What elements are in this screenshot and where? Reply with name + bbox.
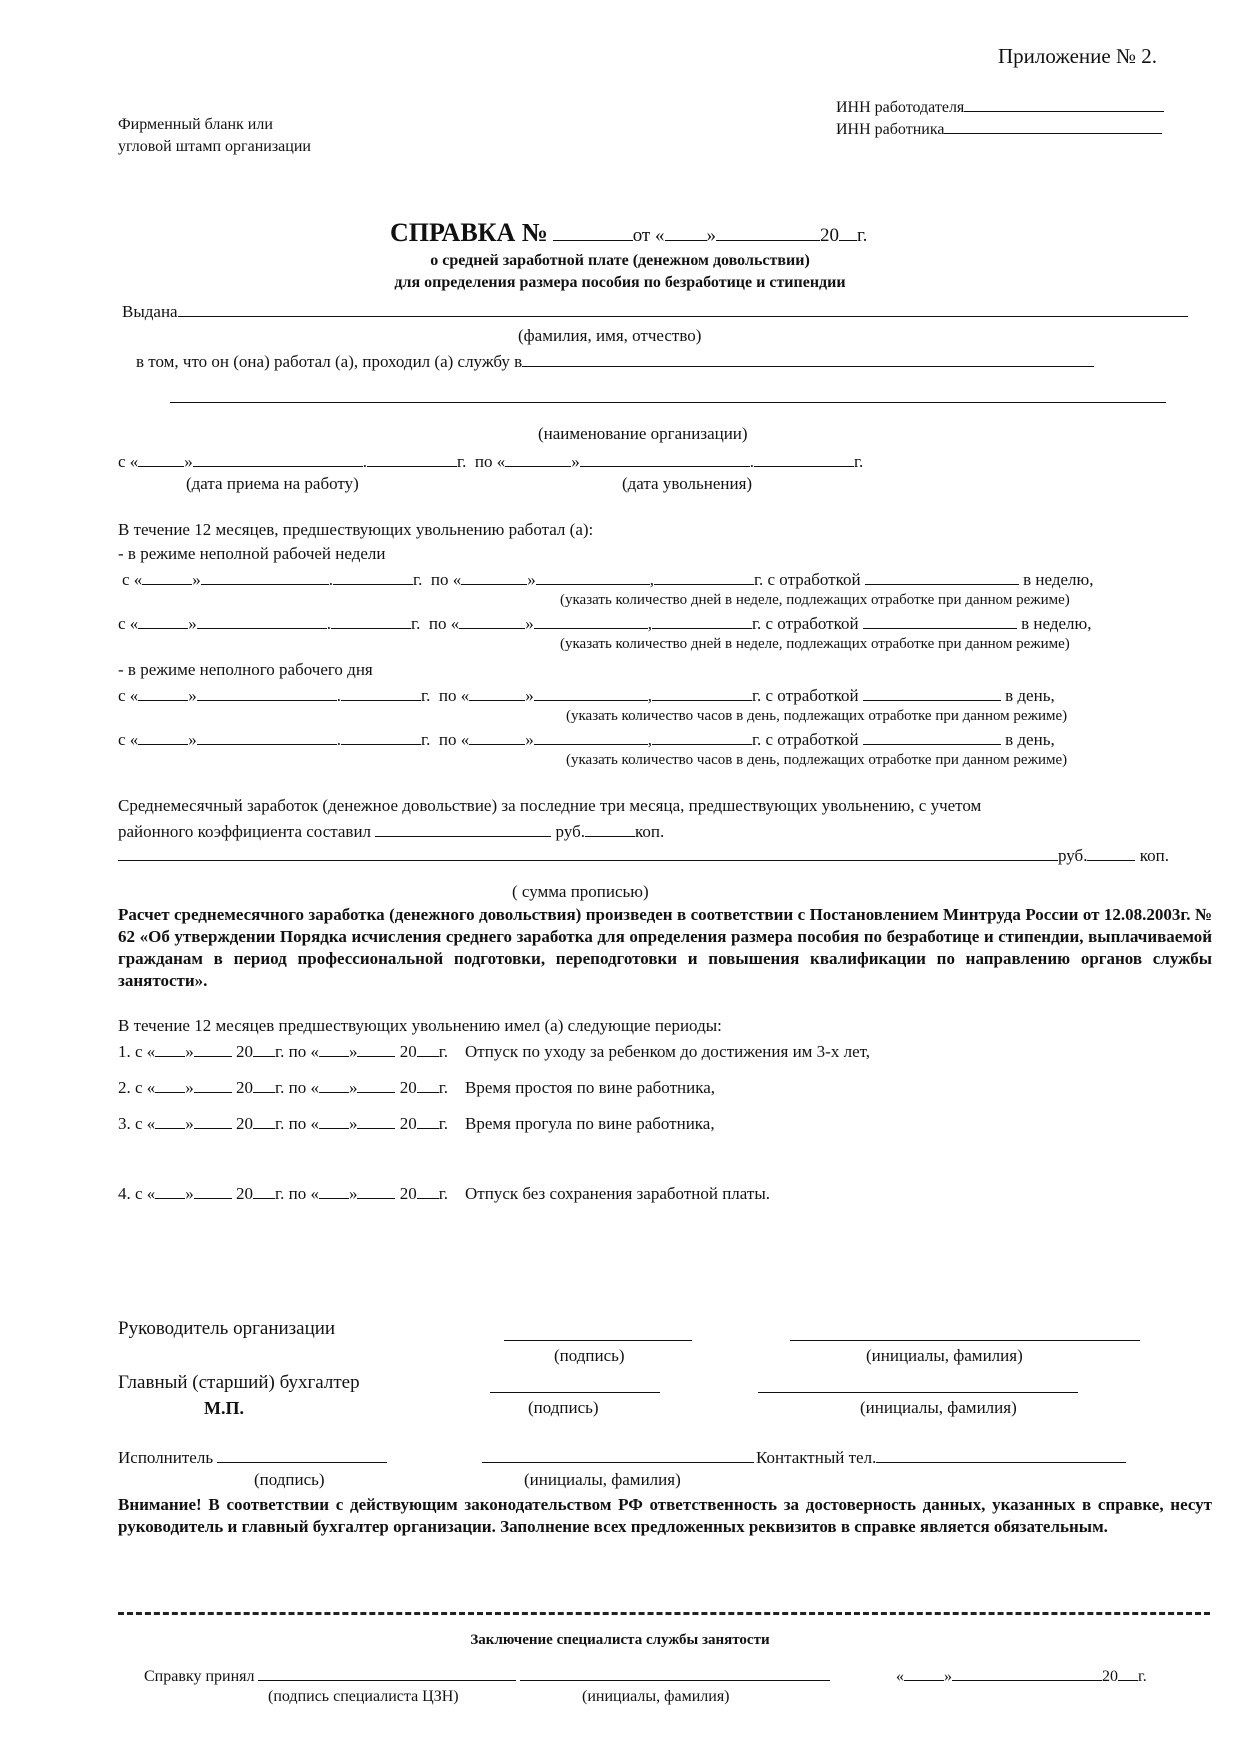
period-number: 2. с « xyxy=(118,1078,156,1097)
executor-signature-input[interactable] xyxy=(217,1446,387,1463)
accountant-name-input[interactable] xyxy=(758,1392,1078,1393)
period-row-2: 2. с « » 20 г. по « » 20 г. Время простоя по вине работника, xyxy=(118,1078,716,1097)
year-prefix: 20 xyxy=(236,1114,254,1133)
from-year-input[interactable] xyxy=(331,612,411,629)
to-year-input[interactable] xyxy=(654,568,754,585)
rub-label: руб. xyxy=(555,822,585,841)
calculation-note-lead: Расчет среднемесячного заработка (денежного довольствия) произведен xyxy=(118,905,673,924)
from-year-input[interactable] xyxy=(333,568,413,585)
certificate-title: СПРАВКА № xyxy=(390,218,548,247)
hire-day-input[interactable] xyxy=(138,450,184,467)
period-from-day-input[interactable] xyxy=(155,1182,185,1199)
worked-at-input[interactable] xyxy=(522,350,1094,367)
calculation-note-body: в соответствии с Постановлением Минтруда России от 12.08.2003г. № 62 «Об утверждении Порядка исчисления среднего заработка для определения размера пособия по безработице и стипендии, выплачиваемой гражданам в период профессиональной подготовки, переподготовки и повышения квалификации по направлению органов службы занятости». xyxy=(118,905,1212,990)
per-week-label: в неделю, xyxy=(1021,614,1092,633)
dismiss-day-input[interactable] xyxy=(505,450,571,467)
certificate-number-input[interactable] xyxy=(553,224,633,241)
contact-phone-input[interactable] xyxy=(876,1446,1126,1463)
year-label: г. xyxy=(457,452,467,471)
inn-employer-label: ИНН работодателя xyxy=(836,99,965,116)
accountant-signature-input[interactable] xyxy=(490,1392,660,1393)
specialist-signature-input[interactable] xyxy=(258,1664,516,1681)
calculation-note xyxy=(118,904,1212,992)
period-from-day-input[interactable] xyxy=(155,1076,185,1093)
period-to-month-input[interactable] xyxy=(357,1040,395,1057)
year-label: г. xyxy=(438,1042,449,1061)
responsibility-warning: Внимание! В соответствии с действующим законодательством РФ ответственность за достоверность данных, указанных в справке, несут руководитель и главный бухгалтер организации. Заполнение всех предложенных реквизитов в справке является обязательным. xyxy=(118,1495,1212,1536)
year-prefix: 20 xyxy=(236,1184,254,1203)
period-to-year-input[interactable] xyxy=(417,1040,439,1057)
period-number: 4. с « xyxy=(118,1184,156,1203)
period-from-month-input[interactable] xyxy=(194,1112,232,1129)
with-work-label: г. с отработкой xyxy=(751,614,859,633)
year-suffix: г. xyxy=(857,225,868,246)
executor-row xyxy=(118,1446,387,1468)
from-month-input[interactable] xyxy=(197,612,327,629)
period-description: Время простоя по вине работника, xyxy=(465,1078,716,1097)
acceptance-day-input[interactable] xyxy=(904,1664,944,1681)
periods-intro: В течение 12 месяцев предшествующих увольнению имел (а) следующие периоды: xyxy=(118,1016,722,1035)
year-prefix: 20 xyxy=(399,1114,417,1133)
letterhead-note-line2: угловой штамп организации xyxy=(118,138,311,155)
dismiss-month-input[interactable] xyxy=(580,450,750,467)
period-to-year-input[interactable] xyxy=(417,1112,439,1129)
accountant-label: Главный (старший) бухгалтер xyxy=(118,1372,360,1393)
year-label: г. xyxy=(438,1184,449,1203)
to-day-input[interactable] xyxy=(459,612,525,629)
year-prefix: 20 xyxy=(236,1078,254,1097)
parttime-week-label: - в режиме неполной рабочей недели xyxy=(118,544,386,563)
hours-per-day-input[interactable] xyxy=(863,684,1001,701)
year-label: г. xyxy=(853,452,864,471)
with-work-label: г. с отработкой xyxy=(753,570,861,589)
to-month-input[interactable] xyxy=(534,684,648,701)
from-day-input[interactable] xyxy=(138,612,188,629)
certificate-month-input[interactable] xyxy=(716,224,820,241)
accepted-by-row xyxy=(144,1664,830,1686)
salary-words-input[interactable] xyxy=(118,844,1058,861)
salary-rub-input[interactable] xyxy=(375,820,551,837)
certificate-subtitle-2: для определения размера пособия по безработице и стипендии xyxy=(394,274,846,291)
inn-employer-input[interactable] xyxy=(964,95,1164,112)
certificate-title-row xyxy=(390,218,867,248)
from-label: с « xyxy=(118,452,139,471)
to-month-input[interactable] xyxy=(536,568,650,585)
year-prefix: 20 xyxy=(236,1042,254,1061)
inn-employer-field[interactable] xyxy=(836,95,1164,117)
from-year-input[interactable] xyxy=(341,728,421,745)
salary-label: районного коэффициента составил xyxy=(118,822,372,841)
year-prefix: 20 xyxy=(820,225,839,246)
issued-to-label: Выдана xyxy=(122,302,178,321)
certificate-subtitle-1: о средней заработной плате (денежном довольствии) xyxy=(430,252,810,269)
year-prefix: 20 xyxy=(399,1184,417,1203)
period-from-year-input[interactable] xyxy=(253,1112,275,1129)
to-label: г. по « xyxy=(275,1078,319,1097)
to-month-input[interactable] xyxy=(534,728,648,745)
per-day-label: в день, xyxy=(1005,686,1055,705)
period-from-month-input[interactable] xyxy=(194,1076,232,1093)
to-day-input[interactable] xyxy=(469,684,525,701)
dismiss-date-hint: (дата увольнения) xyxy=(622,474,753,493)
parttime-intro: В течение 12 месяцев, предшествующих увольнению работал (а): xyxy=(118,520,594,539)
director-signature-input[interactable] xyxy=(504,1340,692,1341)
appendix-label: Приложение № 2. xyxy=(998,44,1157,68)
hire-month-input[interactable] xyxy=(193,450,363,467)
period-from-month-input[interactable] xyxy=(194,1040,232,1057)
year-prefix: 20 xyxy=(399,1078,417,1097)
period-to-day-input[interactable] xyxy=(319,1112,349,1129)
year-prefix: 20 xyxy=(1102,1668,1118,1685)
period-to-month-input[interactable] xyxy=(357,1076,395,1093)
acceptance-date-row xyxy=(896,1664,1147,1686)
year-label: г. xyxy=(438,1078,449,1097)
director-name-input[interactable] xyxy=(790,1340,1140,1341)
to-day-input[interactable] xyxy=(469,728,525,745)
period-from-year-input[interactable] xyxy=(253,1182,275,1199)
specialist-signature-hint: (подпись специалиста ЦЗН) xyxy=(268,1688,459,1705)
salary-text-line1: Среднемесячный заработок (денежное довольствие) за последние три месяца, предшествующих увольнению, с учетом xyxy=(118,796,982,815)
period-to-day-input[interactable] xyxy=(319,1040,349,1057)
to-label: г. по « xyxy=(275,1042,319,1061)
certificate-year-input[interactable] xyxy=(839,224,857,241)
period-row-3: 3. с « » 20 г. по « » 20 г. Время прогула по вине работника, xyxy=(118,1114,715,1133)
period-description: Отпуск без сохранения заработной платы. xyxy=(465,1184,770,1203)
worked-at-label: в том, что он (она) работал (а), проходил (а) службу в xyxy=(136,352,523,371)
from-month-input[interactable] xyxy=(197,684,337,701)
from-day-input[interactable] xyxy=(142,568,192,585)
organization-name-input[interactable] xyxy=(170,402,1166,403)
hire-date-hint: (дата приема на работу) xyxy=(186,474,359,493)
from-month-input[interactable] xyxy=(201,568,329,585)
from-day-input[interactable] xyxy=(138,684,188,701)
organization-name-hint: (наименование организации) xyxy=(538,424,748,443)
to-year-input[interactable] xyxy=(652,684,752,701)
to-label: по « xyxy=(474,452,506,471)
period-description: Время прогула по вине работника, xyxy=(465,1114,715,1133)
period-row-4: 4. с « » 20 г. по « » 20 г. Отпуск без сохранения заработной платы. xyxy=(118,1184,770,1203)
initials-hint: (инициалы, фамилия) xyxy=(860,1398,1017,1417)
acceptance-year-input[interactable] xyxy=(1118,1664,1138,1681)
with-work-label: г. с отработкой xyxy=(751,686,859,705)
from-year-input[interactable] xyxy=(341,684,421,701)
accepted-by-label: Справку принял xyxy=(144,1668,255,1685)
issued-to-input[interactable] xyxy=(178,300,1188,317)
parttime-day-row-2: с « » . г. по « » , г. с отработкой в день, xyxy=(118,730,1055,749)
contact-phone-field[interactable] xyxy=(756,1446,1126,1468)
executor-name-input[interactable] xyxy=(482,1462,754,1463)
letterhead-note-line1: Фирменный бланк или xyxy=(118,116,273,133)
contact-phone-label: Контактный тел. xyxy=(756,1448,877,1467)
period-number: 3. с « xyxy=(118,1114,156,1133)
specialist-initials-hint: (инициалы, фамилия) xyxy=(582,1688,730,1705)
period-from-year-input[interactable] xyxy=(253,1040,275,1057)
director-label: Руководитель организации xyxy=(118,1318,336,1339)
certificate-day-input[interactable] xyxy=(665,224,707,241)
period-row-1: 1. с « » 20 г. по « » 20 г. Отпуск по уходу за ребенком до достижения им 3-х лет, xyxy=(118,1042,871,1061)
per-day-label: в день, xyxy=(1005,730,1055,749)
quote-close: » xyxy=(571,452,580,471)
period-to-year-input[interactable] xyxy=(417,1182,439,1199)
quote-close: » xyxy=(944,1668,952,1685)
year-prefix: 20 xyxy=(399,1042,417,1061)
initials-hint: (инициалы, фамилия) xyxy=(866,1346,1023,1365)
per-week-label: в неделю, xyxy=(1023,570,1094,589)
signature-hint: (подпись) xyxy=(254,1470,325,1489)
salary-words-kop-input[interactable] xyxy=(1087,844,1135,861)
employment-dates-row: с « » . г. по « » . г. xyxy=(118,452,864,471)
salary-words-row xyxy=(118,844,1169,866)
cut-line-divider xyxy=(118,1612,1210,1615)
specialist-name-input[interactable] xyxy=(520,1664,830,1681)
period-to-day-input[interactable] xyxy=(319,1076,349,1093)
quote-close: » xyxy=(184,452,193,471)
salary-amount-row xyxy=(118,820,664,842)
signature-hint: (подпись) xyxy=(528,1398,599,1417)
period-to-month-input[interactable] xyxy=(357,1112,395,1129)
to-year-input[interactable] xyxy=(652,612,752,629)
year-label: г. xyxy=(438,1114,449,1133)
days-per-week-input[interactable] xyxy=(865,568,1019,585)
issued-to-field[interactable] xyxy=(122,300,1188,322)
days-per-week-input[interactable] xyxy=(863,612,1017,629)
days-per-week-hint: (указать количество дней в неделе, подлежащих отработке при данном режиме) xyxy=(560,636,1070,652)
period-from-day-input[interactable] xyxy=(155,1112,185,1129)
period-to-year-input[interactable] xyxy=(417,1076,439,1093)
stamp-placeholder: М.П. xyxy=(204,1398,244,1418)
quote-open: « xyxy=(896,1668,904,1685)
salary-kop-input[interactable] xyxy=(585,820,635,837)
salary-words-hint: ( сумма прописью) xyxy=(512,882,649,901)
parttime-week-row-1: с « » . г. по « » , г. с отработкой в неделю, xyxy=(122,570,1094,589)
kop-label: коп. xyxy=(1139,846,1169,865)
to-month-input[interactable] xyxy=(534,612,648,629)
from-day-input[interactable] xyxy=(138,728,188,745)
from-month-input[interactable] xyxy=(197,728,337,745)
signature-hint: (подпись) xyxy=(554,1346,625,1365)
from-label: от « xyxy=(632,225,665,246)
period-number: 1. с « xyxy=(118,1042,156,1061)
days-per-week-hint: (указать количество дней в неделе, подлежащих отработке при данном режиме) xyxy=(560,592,1070,608)
parttime-day-label: - в режиме неполного рабочего дня xyxy=(118,660,373,679)
dismiss-year-input[interactable] xyxy=(754,450,854,467)
rub-label: руб. xyxy=(1058,846,1088,865)
with-work-label: г. с отработкой xyxy=(751,730,859,749)
fio-hint: (фамилия, имя, отчество) xyxy=(518,326,702,345)
executor-label: Исполнитель xyxy=(118,1448,214,1467)
to-day-input[interactable] xyxy=(461,568,527,585)
parttime-week-row-2: с « » . г. по « » , г. с отработкой в неделю, xyxy=(118,614,1092,633)
worked-at-field[interactable] xyxy=(136,350,1094,372)
to-label: г. по « xyxy=(275,1184,319,1203)
year-suffix: г. xyxy=(1138,1668,1147,1685)
kop-label: коп. xyxy=(635,822,665,841)
period-description: Отпуск по уходу за ребенком до достижения им 3-х лет, xyxy=(465,1042,871,1061)
period-from-month-input[interactable] xyxy=(194,1182,232,1199)
hours-per-day-hint: (указать количество часов в день, подлежащих отработке при данном режиме) xyxy=(566,708,1068,724)
parttime-day-row-1: с « » . г. по « » , г. с отработкой в день, xyxy=(118,686,1055,705)
hire-year-input[interactable] xyxy=(367,450,457,467)
hours-per-day-hint: (указать количество часов в день, подлежащих отработке при данном режиме) xyxy=(566,752,1068,768)
to-label: г. по « xyxy=(275,1114,319,1133)
conclusion-title: Заключение специалиста службы занятости xyxy=(470,1632,770,1648)
acceptance-month-input[interactable] xyxy=(952,1664,1102,1681)
period-from-year-input[interactable] xyxy=(253,1076,275,1093)
period-to-day-input[interactable] xyxy=(319,1182,349,1199)
inn-employee-input[interactable] xyxy=(944,117,1162,134)
inn-employee-field[interactable] xyxy=(836,117,1162,139)
hours-per-day-input[interactable] xyxy=(863,728,1001,745)
period-from-day-input[interactable] xyxy=(155,1040,185,1057)
to-year-input[interactable] xyxy=(652,728,752,745)
period-to-month-input[interactable] xyxy=(357,1182,395,1199)
initials-hint: (инициалы, фамилия) xyxy=(524,1470,681,1489)
quote-close: » xyxy=(706,225,716,246)
inn-employee-label: ИНН работника xyxy=(836,121,945,138)
